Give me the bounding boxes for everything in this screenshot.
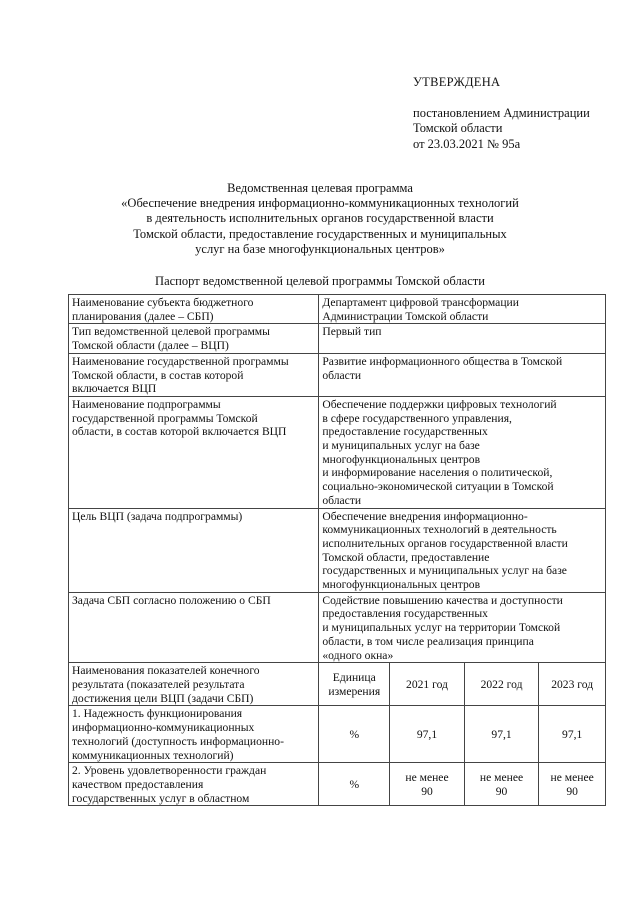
cell-line: Департамент цифровой трансформации — [322, 296, 519, 309]
cell-line: Обеспечение внедрения информационно- — [322, 509, 528, 523]
row-label — [69, 353, 319, 396]
row-value — [319, 353, 606, 396]
cell-line: не менее — [550, 771, 594, 785]
passport-table — [68, 294, 606, 806]
table-row — [69, 508, 606, 592]
approval-line: от 23.03.2021 № 95а — [413, 136, 521, 151]
indicator-unit: % — [319, 763, 390, 806]
cell-line: и муниципальных услуг на территории Томской — [322, 621, 561, 635]
row-label — [69, 592, 319, 663]
cell-line: коммуникационных технологий в деятельность — [322, 523, 557, 537]
table-row — [69, 396, 606, 508]
cell-line: государственных услуг в областном — [72, 791, 250, 805]
cell-line: включается ВЦП — [72, 382, 157, 396]
title-line: услуг на базе многофункциональных центров» — [195, 241, 445, 256]
indicator-value — [539, 763, 606, 806]
row-value — [319, 508, 606, 592]
cell-line: исполнительных органов государственной власти — [322, 536, 568, 550]
cell-line: 1. Надежность функционирования — [72, 707, 243, 721]
cell-line: 97,1 — [416, 727, 438, 741]
cell-line: Тип ведомственной целевой программы — [72, 325, 270, 339]
title-line: Томской области, предоставление государственных и муниципальных — [133, 226, 507, 241]
indicator-value — [390, 706, 465, 763]
cell-line: области — [322, 493, 362, 507]
cell-line: области, в том числе реализация принципа — [322, 634, 534, 648]
approval-heading: УТВЕРЖДЕНА — [413, 75, 501, 89]
cell-line: 97,1 — [491, 727, 512, 741]
row-value — [319, 396, 606, 508]
cell-line: 90 — [495, 784, 508, 798]
table-row — [69, 353, 606, 396]
cell-line: Задача СБП согласно положению о СБП — [72, 593, 271, 607]
cell-line: Обеспечение поддержки цифровых технологий — [322, 397, 557, 411]
cell-line: информационно-коммуникационных — [72, 721, 255, 735]
cell-line: Наименования показателей конечного — [72, 664, 260, 678]
cell-line: государственной программы Томской — [72, 411, 258, 425]
indicator-row — [69, 706, 606, 763]
indicator-name-header — [69, 663, 319, 706]
cell-line: Томской области, предоставление — [322, 550, 490, 564]
cell-line: Томской области, в состав которой — [72, 368, 244, 382]
cell-line: Томской области (далее – ВЦП) — [72, 339, 229, 353]
row-label — [69, 324, 319, 353]
cell-line: государственных и муниципальных услуг на базе — [322, 564, 567, 578]
unit-header — [319, 663, 390, 706]
cell-line: Цель ВЦП (задача подпрограммы) — [72, 509, 243, 523]
cell-line: предоставление государственных — [322, 425, 488, 439]
cell-line: технологий (доступность информационно- — [72, 734, 284, 748]
cell-line: Администрации Томской области — [322, 309, 489, 323]
row-value — [319, 295, 606, 324]
title-line: в деятельность исполнительных органов государственной власти — [146, 211, 494, 226]
cell-line: многофункциональных центров — [322, 578, 481, 592]
indicator-value — [464, 706, 539, 763]
title-line: Ведомственная целевая программа — [227, 181, 413, 195]
approval-stamp — [413, 75, 590, 152]
year-header: 2021 год — [390, 663, 465, 706]
cell-line: Содействие повышению качества и доступности — [322, 593, 563, 607]
cell-line: «одного окна» — [322, 648, 394, 662]
indicator-unit: % — [319, 706, 390, 763]
cell-line: Наименование подпрограммы — [72, 397, 221, 411]
cell-line: 97,1 — [562, 727, 583, 741]
cell-line: достижения цели ВЦП (задачи СБП) — [72, 691, 254, 705]
row-label — [69, 295, 319, 324]
cell-line: предоставления государственных — [322, 607, 488, 621]
cell-line: Наименование субъекта бюджетного — [72, 296, 254, 309]
cell-line: измерения — [328, 684, 381, 698]
indicator-value — [464, 763, 539, 806]
cell-line: не менее — [405, 771, 449, 785]
indicator-value — [539, 706, 606, 763]
cell-line: в сфере государственного управления, — [322, 411, 512, 425]
year-header: 2023 год — [539, 663, 606, 706]
cell-line: планирования (далее – СБП) — [72, 309, 214, 323]
cell-line: Развитие информационного общества в Томской — [322, 354, 563, 368]
table-row — [69, 295, 606, 324]
approval-line: Томской области — [413, 121, 503, 135]
cell-line: качеством предоставления — [72, 777, 204, 791]
cell-line: и информирование населения о политической, — [322, 466, 553, 480]
cell-line: области — [322, 368, 362, 382]
table-row — [69, 592, 606, 663]
passport-title: Паспорт ведомственной целевой программы Томской области — [155, 274, 485, 288]
cell-line: 90 — [421, 784, 433, 798]
cell-line: социально-экономической ситуации в Томской — [322, 480, 554, 494]
indicators-header-row — [69, 663, 606, 706]
approval-line: постановлением Администрации — [413, 105, 590, 120]
indicator-name — [69, 706, 319, 763]
row-value — [319, 592, 606, 663]
row-label — [69, 396, 319, 508]
row-label — [69, 508, 319, 592]
row-value — [319, 324, 606, 353]
cell-line: многофункциональных центров — [322, 452, 481, 466]
cell-line: коммуникационных технологий) — [72, 748, 234, 762]
indicator-name — [69, 763, 319, 806]
cell-line: Наименование государственной программы — [72, 354, 289, 368]
cell-line: Первый тип — [322, 325, 382, 339]
cell-line: области, в состав которой включается ВЦП — [72, 425, 287, 439]
cell-line: не менее — [479, 771, 524, 785]
indicator-row — [69, 763, 606, 806]
indicator-value — [390, 763, 465, 806]
cell-line: результата (показателей результата — [72, 677, 245, 691]
year-header: 2022 год — [464, 663, 539, 706]
cell-line: Единица — [332, 671, 376, 685]
title-line: «Обеспечение внедрения информационно-коммуникационных технологий — [121, 196, 519, 211]
program-title — [60, 181, 580, 257]
cell-line: 2. Уровень удовлетворенности граждан — [72, 764, 267, 778]
cell-line: и муниципальных услуг на базе — [322, 439, 480, 453]
table-row — [69, 324, 606, 353]
cell-line: 90 — [566, 784, 578, 798]
